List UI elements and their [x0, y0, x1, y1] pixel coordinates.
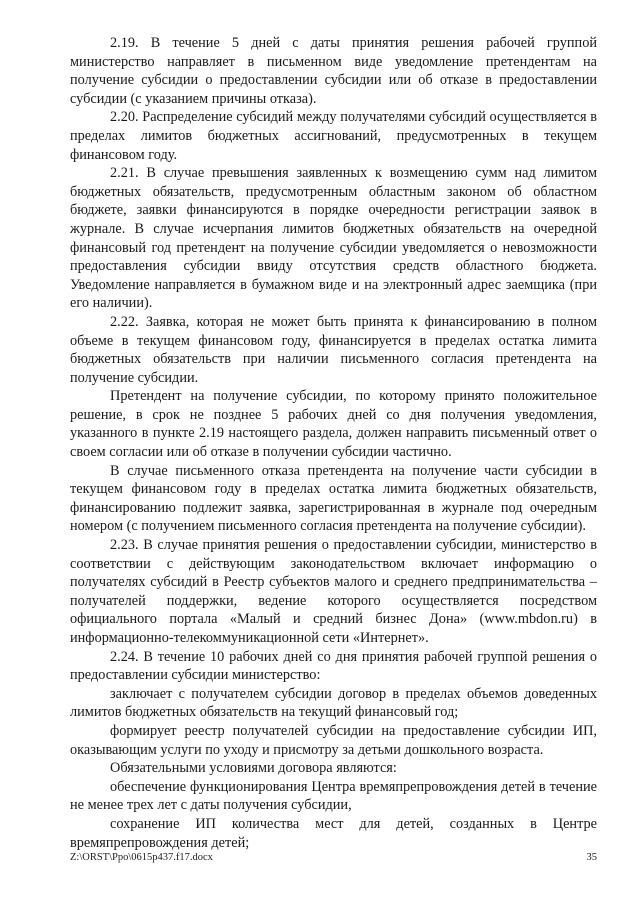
paragraph-2-20: 2.20. Распределение субсидий между получателями субсидий осуществляется в пределах лимитов бюджетных ассигнований, предусмотренных в текущем финансовом году.	[70, 109, 597, 163]
paragraph-2-22-consent: Претендент на получение субсидии, по которому принято положительное решение, в срок не позднее 5 рабочих дней со дня получения уведомления, указанного в пункте 2.19 настоящего раздела, должен направить письменный ответ о своем согласии или об отказе в получении субсидии частично.	[70, 388, 597, 461]
document-body	[70, 34, 597, 852]
paragraph-2-24: 2.24. В течение 10 рабочих дней со дня принятия рабочей группой решения о предоставлении субсидии министерство:	[70, 648, 597, 684]
paragraph-2-24-registry: формирует реестр получателей субсидии на предоставление субсидии ИП, оказывающим услуги по уходу и присмотру за детьми дошкольного возраста.	[70, 722, 597, 758]
paragraph-2-23: 2.23. В случае принятия решения о предоставлении субсидии, министерство в соответствии с действующим законодательством включает информацию о получателях субсидий в Реестр субъектов малого и среднего предпринимательства – получателей поддержки, ведение которого осуществляется посредством официального портала «Малый и средний бизнес Дона» (www.mbdon.ru) в информационно-телекоммуникационной сети «Интернет».	[70, 537, 597, 646]
paragraph-condition-places: сохранение ИП количества мест для детей, созданных в Центре времяпрепровождения детей;	[70, 815, 597, 851]
paragraph-2-22: 2.22. Заявка, которая не может быть принята к финансированию в полном объеме в текущем финансовом году, финансируется в пределах остатка лимита бюджетных обязательств при наличии письменного согласия претендента на получение субсидии.	[70, 313, 597, 386]
page-footer	[70, 852, 597, 863]
paragraph-2-21: 2.21. В случае превышения заявленных к возмещению сумм над лимитом бюджетных обязательств, предусмотренным областным законом об областном бюджете, заявки финансируются в порядке очередности регистрации заявок в журнале. В случае исчерпания лимитов бюджетных обязательств на очередной финансовый год претендент на получение субсидии уведомляется о невозможности предоставления субсидии ввиду отсутствия средств областного бюджета. Уведомление направляется в бумажном виде и на электронный адрес заемщика (при его наличии).	[70, 165, 597, 312]
footer-file-path: Z:\ORST\Ppo\0615p437.f17.docx	[70, 852, 213, 863]
paragraph-contract-conditions: Обязательными условиями договора являются:	[110, 760, 397, 777]
paragraph-2-19: 2.19. В течение 5 дней с даты принятия решения рабочей группой министерство направляет в письменном виде уведомление претендентам на получение субсидии о предоставлении субсидии или об отказе в предоставлении субсидии (с указанием причины отказа).	[70, 35, 597, 107]
paragraph-2-24-contract: заключает с получателем субсидии договор в пределах объемов доведенных лимитов бюджетных обязательств на текущий финансовый год;	[70, 685, 597, 721]
page-number: 35	[586, 852, 597, 863]
paragraph-2-22-refusal: В случае письменного отказа претендента на получение части субсидии в текущем финансовом году в пределах остатка лимита бюджетных обязательств, финансированию подлежит заявка, зарегистрированная в журнале под очередным номером (с получением письменного согласия претендента на получение субсидии).	[70, 462, 597, 535]
paragraph-condition-operation: обеспечение функционирования Центра времяпрепровождения детей в течение не менее трех лет с даты получения субсидии,	[70, 778, 597, 814]
